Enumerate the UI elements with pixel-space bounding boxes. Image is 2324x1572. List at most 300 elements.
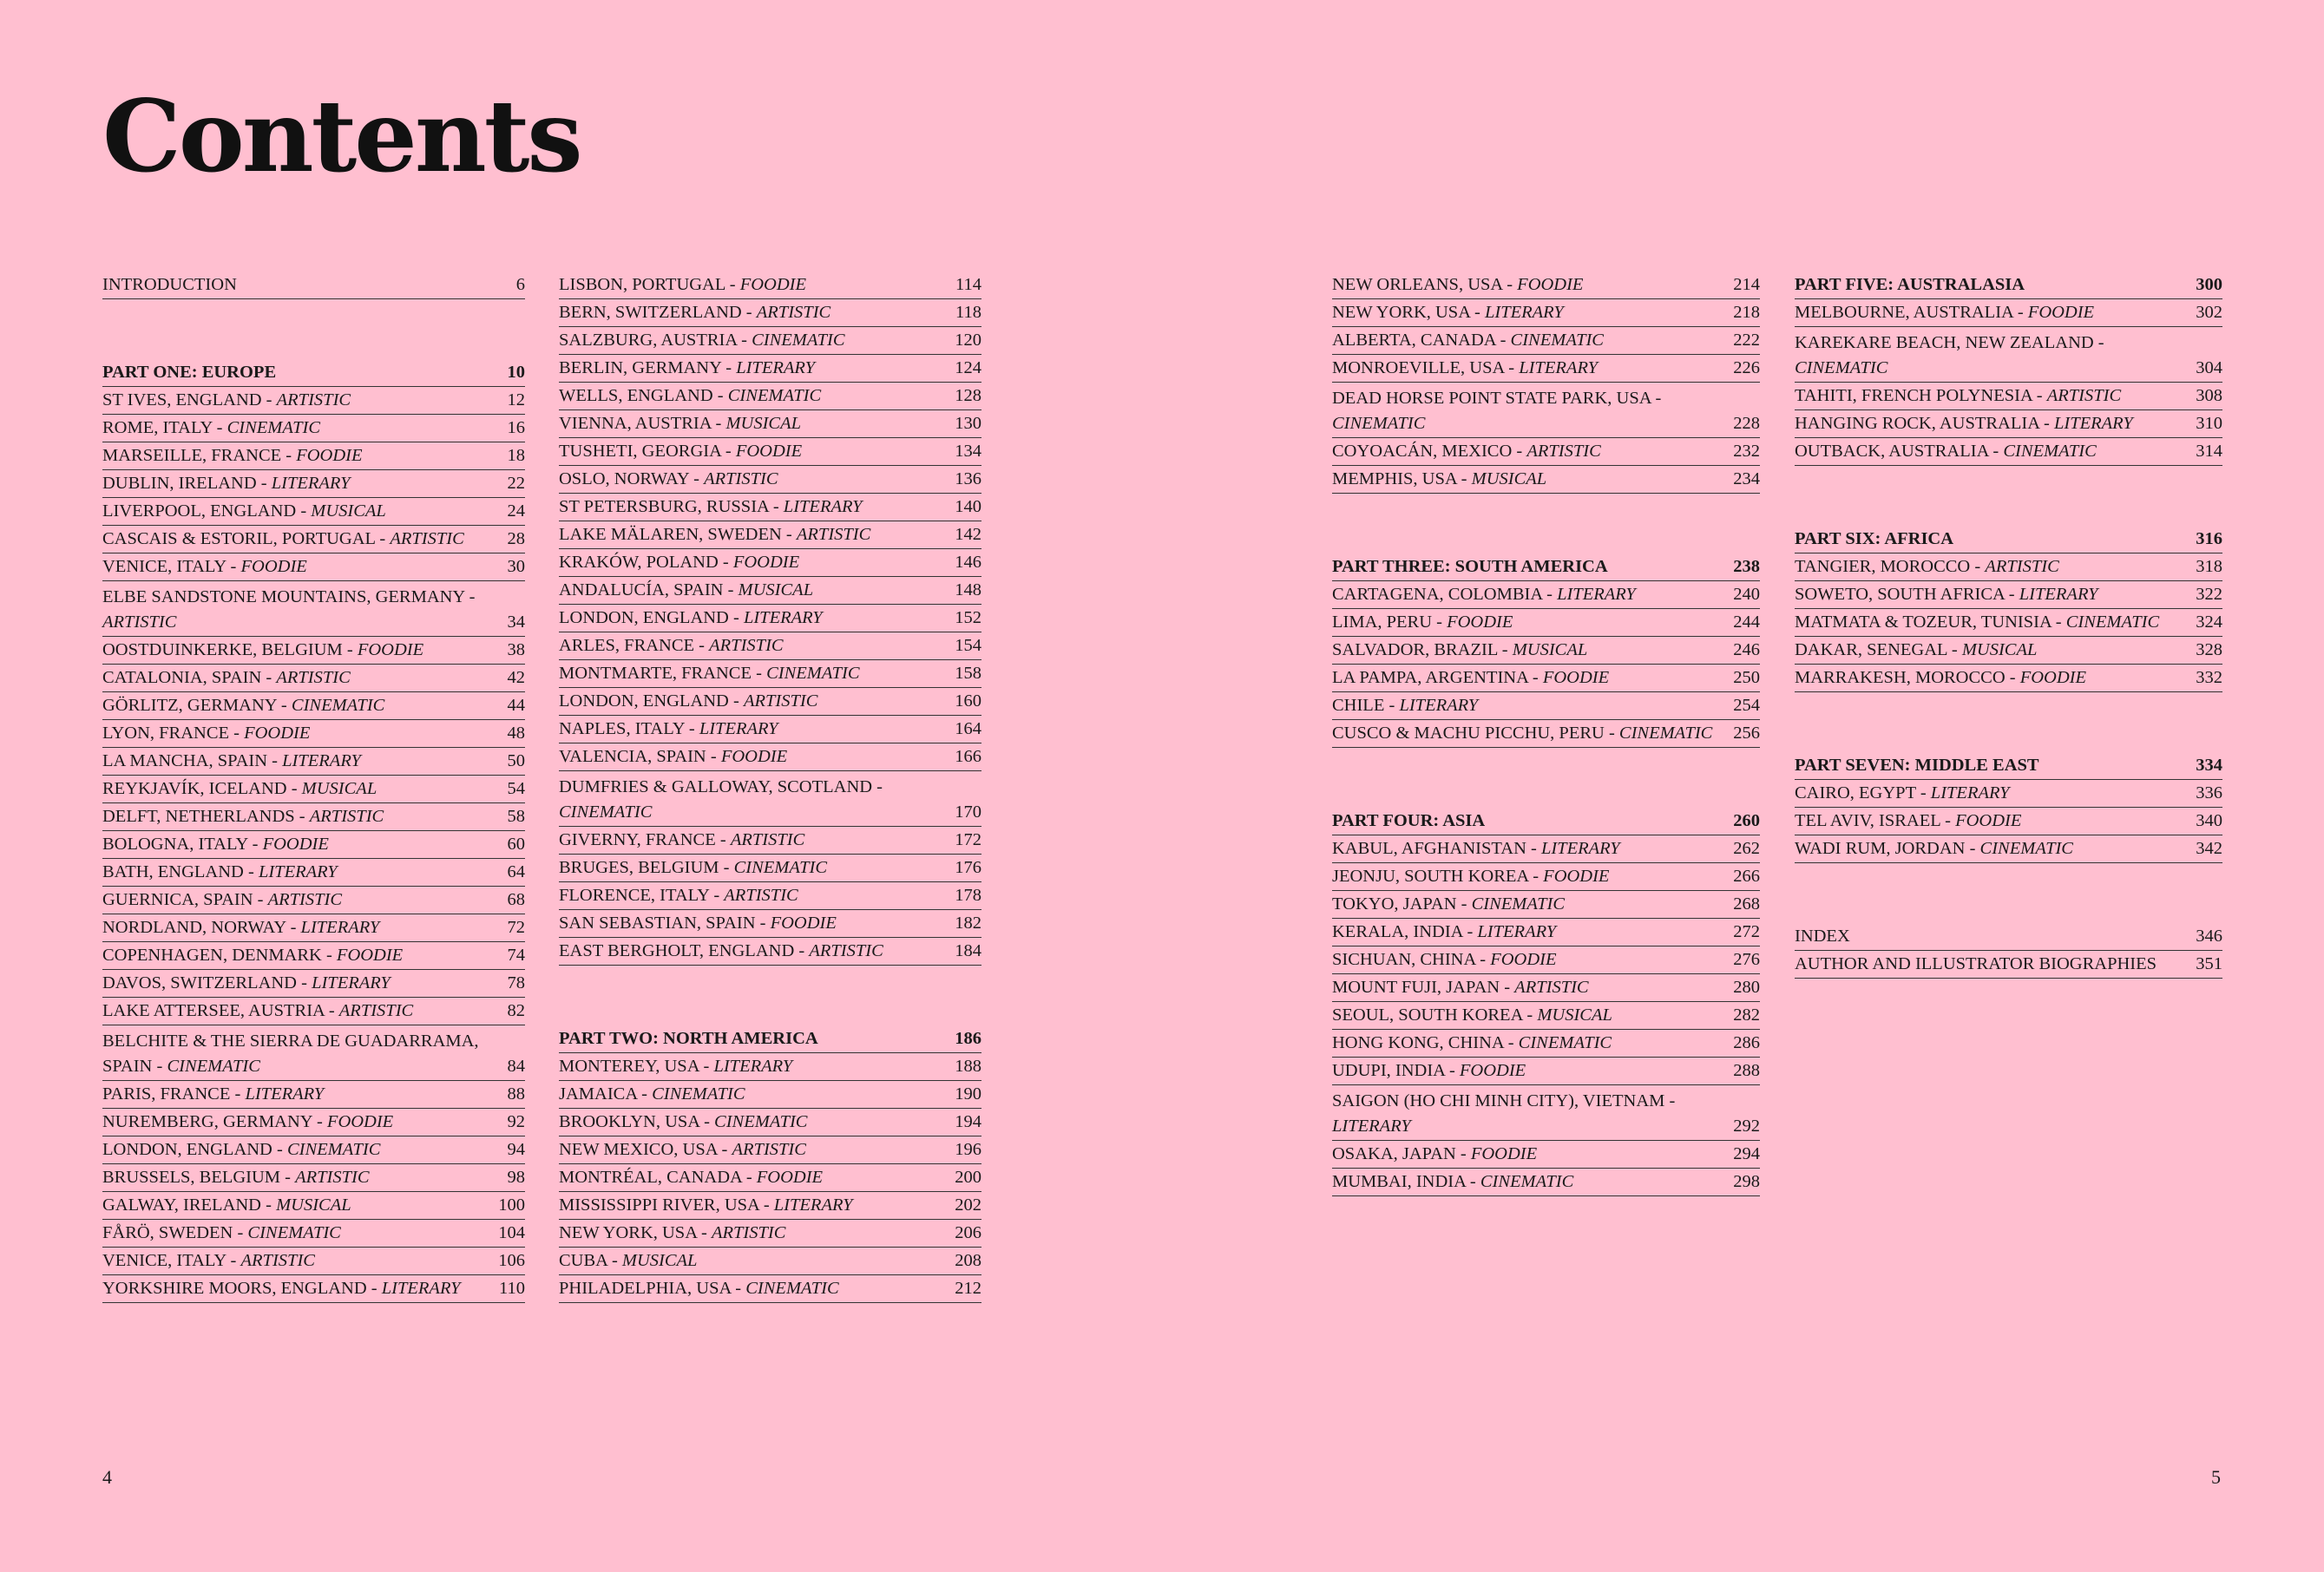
part-heading-row (1332, 553, 1760, 581)
toc-entry-genre: ARTISTIC (102, 612, 177, 632)
toc-entry-place: GIVERNY, FRANCE - (559, 830, 731, 849)
toc-entry-place: LONDON, ENGLAND - (559, 608, 744, 627)
toc-entry-place: TANGIER, MOROCCO - (1795, 557, 1986, 576)
toc-entry-place: BRUGES, BELGIUM - (559, 858, 734, 877)
toc-entry-title (1332, 1142, 1733, 1167)
toc-entry-title (1795, 610, 2196, 635)
toc-entry (559, 355, 981, 383)
toc-entry-place: NORDLAND, NORWAY - (102, 918, 301, 937)
toc-entry-place: ST PETERSBURG, RUSSIA - (559, 497, 784, 516)
toc-entry-title (102, 1165, 508, 1190)
toc-entry (1795, 438, 2222, 466)
toc-entry-title (559, 828, 955, 853)
toc-entry-genre: LITERARY (1930, 783, 2010, 802)
toc-entry (559, 1275, 981, 1303)
toc-entry-place: REYKJAVÍK, ICELAND - (102, 779, 302, 798)
toc-entry (559, 716, 981, 743)
toc-entry-genre: FOODIE (1955, 811, 2022, 830)
toc-entry (559, 327, 981, 355)
toc-entry-genre: CINEMATIC (1510, 331, 1604, 350)
toc-entry (559, 827, 981, 855)
toc-entry-place: BATH, ENGLAND - (102, 862, 259, 881)
toc-entry-place: KERALA, INDIA - (1332, 922, 1478, 941)
toc-entry-place: MOUNT FUJI, JAPAN - (1332, 978, 1515, 997)
toc-page-number: 298 (1733, 1172, 1760, 1191)
toc-page-number: 28 (507, 529, 525, 548)
toc-entry-place: AUTHOR AND ILLUSTRATOR BIOGRAPHIES (1795, 954, 2157, 973)
toc-entry (102, 748, 525, 776)
section-spacer (559, 966, 981, 1025)
toc-entry-title (1332, 1169, 1733, 1195)
toc-entry-genre: ARTISTIC (730, 830, 805, 849)
toc-entry-place: HONG KONG, CHINA - (1332, 1033, 1519, 1052)
toc-entry (559, 660, 981, 688)
toc-entry-genre: LITERARY (2053, 414, 2133, 433)
toc-entry-place: NEW MEXICO, USA - (559, 1140, 732, 1159)
toc-entry-place: VIENNA, AUSTRIA - (559, 414, 726, 433)
toc-entry (1332, 383, 1760, 438)
toc-entry-title (559, 744, 955, 770)
toc-entry-place: ST IVES, ENGLAND - (102, 390, 277, 409)
toc-entry-place: PART SEVEN: MIDDLE EAST (1795, 756, 2039, 775)
toc-entry-place: PART FOUR: ASIA (1332, 811, 1486, 830)
toc-page-number: 124 (955, 358, 981, 377)
toc-entry-title (102, 443, 508, 468)
toc-entry-genre: FOODIE (1447, 612, 1513, 632)
toc-entry-place: OOSTDUINKERKE, BELGIUM - (102, 640, 358, 659)
toc-entry-place: EAST BERGHOLT, ENGLAND - (559, 941, 810, 960)
toc-entry (1332, 1169, 1760, 1196)
toc-entry (1795, 637, 2222, 665)
toc-page-number: 54 (507, 779, 525, 798)
toc-entry (102, 637, 525, 665)
part-heading-row (1795, 752, 2222, 780)
toc-entry (102, 665, 525, 692)
toc-page-number: 286 (1733, 1033, 1760, 1052)
toc-entry-place: CAIRO, EGYPT - (1795, 783, 1931, 802)
toc-entry-title (1332, 920, 1733, 945)
toc-entry-genre: FOODIE (1459, 1061, 1526, 1080)
toc-entry-genre: LITERARY (312, 973, 391, 992)
toc-entry-place: INTRODUCTION (102, 275, 237, 294)
toc-page-number: 208 (955, 1251, 981, 1270)
toc-entry-title (559, 661, 955, 686)
toc-entry (102, 914, 525, 942)
toc-entry (559, 771, 981, 827)
toc-page-number: 16 (507, 418, 525, 437)
toc-entry-genre: LITERARY (783, 497, 863, 516)
toc-entry-title (559, 300, 955, 325)
toc-entry (1332, 327, 1760, 355)
toc-entry (102, 720, 525, 748)
page-title: Contents (102, 78, 581, 194)
toc-page-number: 104 (498, 1223, 525, 1242)
toc-entry-genre: LITERARY (713, 1057, 793, 1076)
toc-entry-place: BROOKLYN, USA - (559, 1112, 715, 1131)
toc-entry (559, 383, 981, 410)
section-spacer (1795, 692, 2222, 752)
toc-entry-genre: FOODIE (357, 640, 424, 659)
toc-entry-genre: FOODIE (756, 1168, 824, 1187)
toc-entry-place: YORKSHIRE MOORS, ENGLAND - (102, 1279, 382, 1298)
part-heading-title (1332, 554, 1733, 580)
toc-entry-place: MISSISSIPPI RIVER, USA - (559, 1195, 774, 1215)
toc-page-number: 222 (1733, 331, 1760, 350)
toc-page-number: 272 (1733, 922, 1760, 941)
toc-entry-title (559, 439, 955, 464)
toc-entry (102, 803, 525, 831)
toc-entry-title (1332, 721, 1733, 746)
toc-page-number: 12 (507, 390, 525, 409)
toc-page-number: 136 (955, 469, 981, 488)
toc-entry-genre: CINEMATIC (559, 802, 653, 822)
toc-page-number: 164 (955, 719, 981, 738)
toc-page-number: 154 (955, 636, 981, 655)
toc-entry (1332, 919, 1760, 946)
toc-page-number: 146 (955, 553, 981, 572)
toc-entry (1332, 1030, 1760, 1058)
toc-page-number: 340 (2196, 811, 2222, 830)
toc-entry-place: ELBE SANDSTONE MOUNTAINS, GERMANY - (102, 587, 476, 606)
toc-entry-place: UDUPI, INDIA - (1332, 1061, 1460, 1080)
toc-entry-place: SAN SEBASTIAN, SPAIN - (559, 914, 771, 933)
toc-page-number: 152 (955, 608, 981, 627)
toc-entry-place: BELCHITE & THE SIERRA DE GUADARRAMA, SPAIN - (102, 1032, 479, 1076)
toc-page-number: 106 (498, 1251, 525, 1270)
toc-entry-title (559, 578, 955, 603)
toc-entry (102, 442, 525, 470)
toc-entry (1332, 637, 1760, 665)
toc-entry-title (102, 1248, 498, 1274)
toc-entry-place: OSLO, NORWAY - (559, 469, 705, 488)
toc-entry-place: COPENHAGEN, DENMARK - (102, 946, 337, 965)
toc-entry-place: TEL AVIV, ISRAEL - (1795, 811, 1956, 830)
toc-entry-genre: CINEMATIC (1795, 358, 1888, 377)
toc-page-number: 212 (955, 1279, 981, 1298)
toc-entry-place: HANGING ROCK, AUSTRALIA - (1795, 414, 2054, 433)
toc-entry-title (1332, 439, 1733, 464)
toc-entry-place: PART ONE: EUROPE (102, 363, 277, 382)
toc-entry-genre: CINEMATIC (714, 1112, 808, 1131)
toc-entry (559, 605, 981, 632)
toc-page-number: 232 (1733, 442, 1760, 461)
toc-entry-title (559, 633, 955, 658)
toc-entry-genre: CINEMATIC (1480, 1172, 1574, 1191)
toc-page-number: 22 (507, 474, 525, 493)
toc-entry-place: WADI RUM, JORDAN - (1795, 839, 1980, 858)
toc-entry-title (559, 1110, 955, 1135)
toc-entry-place: GUERNICA, SPAIN - (102, 890, 268, 909)
toc-entry-genre: FOODIE (1542, 668, 1610, 687)
toc-entry (102, 581, 525, 637)
toc-entry-genre: MUSICAL (621, 1251, 698, 1270)
toc-entry (559, 855, 981, 882)
toc-entry-place: ANDALUCÍA, SPAIN - (559, 580, 739, 599)
toc-page-number: 318 (2196, 557, 2222, 576)
toc-entry-place: CARTAGENA, COLOMBIA - (1332, 585, 1558, 604)
toc-entry (559, 521, 981, 549)
toc-entry (559, 577, 981, 605)
toc-entry-title (559, 522, 955, 547)
toc-entry-title (1795, 582, 2196, 607)
toc-entry-genre: FOODIE (2019, 668, 2087, 687)
toc-page-number: 114 (955, 275, 981, 294)
toc-entry-title (102, 971, 508, 996)
toc-entry (559, 1136, 981, 1164)
toc-entry-title (1332, 864, 1733, 889)
toc-page-number: 34 (507, 612, 525, 632)
toc-entry (559, 910, 981, 938)
toc-page-number: 88 (507, 1084, 525, 1104)
toc-entry-genre: ARTISTIC (1526, 442, 1601, 461)
toc-entry-place: ARLES, FRANCE - (559, 636, 710, 655)
toc-entry-title (559, 1165, 955, 1190)
toc-entry-title (1795, 781, 2196, 806)
toc-entry-genre: CINEMATIC (2065, 612, 2160, 632)
toc-entry-place: LA PAMPA, ARGENTINA - (1332, 668, 1543, 687)
toc-entry-genre: FOODIE (2027, 303, 2095, 322)
toc-entry (102, 831, 525, 859)
toc-entry (102, 942, 525, 970)
toc-entry (102, 1081, 525, 1109)
toc-entry-title (559, 383, 955, 409)
toc-entry-place: CASCAIS & ESTORIL, PORTUGAL - (102, 529, 391, 548)
toc-entry-place: SOWETO, SOUTH AFRICA - (1795, 585, 2019, 604)
part-heading-title (559, 1026, 955, 1051)
toc-entry (1795, 383, 2222, 410)
toc-entry-place: OUTBACK, AUSTRALIA - (1795, 442, 2004, 461)
toc-entry-title (1332, 467, 1733, 492)
toc-entry-title (102, 749, 508, 774)
toc-entry-title (1332, 610, 1733, 635)
toc-entry-title (102, 499, 508, 524)
part-heading-row (559, 1025, 981, 1053)
toc-entry-genre: CINEMATIC (652, 1084, 745, 1104)
toc-entry-title (102, 527, 508, 552)
toc-entry-genre: LITERARY (1540, 839, 1620, 858)
toc-entry-title (1332, 638, 1733, 663)
toc-entry (1332, 665, 1760, 692)
toc-entry-place: SAIGON (HO CHI MINH CITY), VIETNAM - (1332, 1091, 1676, 1110)
toc-entry-place: PARIS, FRANCE - (102, 1084, 246, 1104)
toc-entry-genre: FOODIE (336, 946, 404, 965)
toc-entry-genre: CINEMATIC (286, 1140, 381, 1159)
toc-entry-genre: MUSICAL (1537, 1005, 1612, 1025)
toc-entry-title (1332, 1058, 1733, 1084)
toc-entry-genre: FOODIE (770, 914, 837, 933)
toc-entry-place: LAKE MÄLAREN, SWEDEN - (559, 525, 797, 544)
toc-entry-genre: MUSICAL (276, 1195, 351, 1215)
toc-entry-title (1795, 924, 2196, 949)
toc-page-number: 188 (955, 1057, 981, 1076)
toc-entry (1332, 692, 1760, 720)
toc-page-number: 268 (1733, 894, 1760, 914)
contents-column-1 (102, 272, 525, 1303)
section-spacer (1332, 494, 1760, 553)
toc-entry-title (1795, 411, 2196, 436)
toc-entry-place: FLORENCE, ITALY - (559, 886, 725, 905)
toc-entry (102, 1248, 525, 1275)
toc-entry-title (102, 776, 508, 802)
toc-entry-place: VENICE, ITALY - (102, 557, 241, 576)
toc-entry (1332, 609, 1760, 637)
toc-entry-title (559, 939, 955, 964)
toc-page-number: 48 (507, 724, 525, 743)
toc-page-number: 134 (955, 442, 981, 461)
toc-entry-title (102, 721, 508, 746)
toc-entry (1795, 609, 2222, 637)
toc-page-number: 238 (1733, 557, 1760, 576)
toc-page-number: 200 (955, 1168, 981, 1187)
toc-entry-title (1795, 554, 2196, 580)
part-heading-row (1795, 272, 2222, 299)
toc-entry-title (1332, 356, 1733, 381)
toc-entry-title (1795, 300, 2196, 325)
toc-entry-genre: FOODIE (296, 446, 363, 465)
toc-entry-title (102, 1082, 508, 1107)
toc-page-number: 202 (955, 1195, 981, 1215)
toc-entry-place: MELBOURNE, AUSTRALIA - (1795, 303, 2028, 322)
toc-page-number: 42 (507, 668, 525, 687)
toc-page-number: 178 (955, 886, 981, 905)
toc-entry-genre: FOODIE (1470, 1144, 1538, 1163)
toc-entry-place: BERN, SWITZERLAND - (559, 303, 757, 322)
toc-entry-title (559, 1082, 955, 1107)
toc-entry-genre: ARTISTIC (1985, 557, 2059, 576)
toc-page-number: 176 (955, 858, 981, 877)
toc-entry (1332, 299, 1760, 327)
toc-page-number: 266 (1733, 867, 1760, 886)
toc-page-number: 196 (955, 1140, 981, 1159)
toc-entry (559, 1053, 981, 1081)
toc-page-number: 246 (1733, 640, 1760, 659)
section-spacer (102, 299, 525, 359)
toc-entry-title (559, 550, 955, 575)
toc-entry-title (102, 1110, 508, 1135)
toc-entry-genre: ARTISTIC (724, 886, 798, 905)
toc-entry-genre: LITERARY (1399, 696, 1479, 715)
toc-entry-title (1795, 809, 2196, 834)
toc-page-number: 336 (2196, 783, 2222, 802)
toc-entry-title (1332, 328, 1733, 353)
toc-page-number: 158 (955, 664, 981, 683)
toc-entry-genre: FOODIE (1490, 950, 1557, 969)
toc-entry-place: DUMFRIES & GALLOWAY, SCOTLAND - (559, 777, 883, 796)
toc-page-number: 262 (1733, 839, 1760, 858)
part-heading-row (1332, 808, 1760, 835)
toc-entry-title (1795, 836, 2196, 861)
toc-page-number: 44 (507, 696, 525, 715)
toc-page-number: 6 (515, 275, 525, 294)
toc-entry (559, 688, 981, 716)
toc-entry-genre: LITERARY (1557, 585, 1636, 604)
toc-entry-title (102, 693, 508, 718)
toc-page-number: 324 (2196, 612, 2222, 632)
toc-entry-place: FÅRÖ, SWEDEN - (102, 1223, 248, 1242)
toc-page-number: 314 (2196, 442, 2222, 461)
toc-page-number: 328 (2196, 640, 2222, 659)
toc-entry-genre: MUSICAL (725, 414, 802, 433)
part-heading-row (1795, 526, 2222, 553)
toc-entry-place: GALWAY, IRELAND - (102, 1195, 277, 1215)
toc-entry-title (102, 272, 516, 298)
toc-entry-title (559, 606, 955, 631)
toc-entry-title (1332, 975, 1733, 1000)
toc-entry (559, 938, 981, 966)
toc-page-number: 228 (1733, 414, 1760, 433)
page-number-left: 4 (102, 1466, 112, 1488)
toc-entry (102, 415, 525, 442)
toc-entry-place: LIVERPOOL, ENGLAND - (102, 501, 312, 521)
toc-entry (1332, 974, 1760, 1002)
toc-entry-genre: ARTISTIC (267, 890, 343, 909)
toc-entry (102, 1025, 525, 1081)
toc-entry (1332, 863, 1760, 891)
toc-entry-genre: MUSICAL (1471, 469, 1547, 488)
toc-entry-place: LAKE ATTERSEE, AUSTRIA - (102, 1001, 339, 1020)
toc-page-number: 100 (498, 1195, 525, 1215)
toc-entry-title (102, 860, 508, 885)
toc-page-number: 244 (1733, 612, 1760, 632)
toc-page-number: 190 (955, 1084, 981, 1104)
toc-page-number: 182 (955, 914, 981, 933)
toc-entry-place: LONDON, ENGLAND - (559, 691, 744, 711)
toc-entry (102, 1192, 525, 1220)
toc-entry (559, 632, 981, 660)
toc-entry-genre: MUSICAL (1961, 640, 2038, 659)
toc-entry-genre: CINEMATIC (727, 386, 822, 405)
toc-entry-title (559, 1221, 955, 1246)
toc-entry-place: BERLIN, GERMANY - (559, 358, 737, 377)
toc-page-number: 254 (1733, 696, 1760, 715)
toc-page-number: 60 (507, 835, 525, 854)
toc-entry (559, 1192, 981, 1220)
toc-entry-title (102, 638, 508, 663)
toc-entry-title (1795, 331, 2196, 381)
toc-entry (1795, 553, 2222, 581)
toc-entry-place: CUSCO & MACHU PICCHU, PERU - (1332, 724, 1619, 743)
toc-entry-genre: CINEMATIC (1979, 839, 2073, 858)
toc-entry-place: WELLS, ENGLAND - (559, 386, 728, 405)
toc-entry-place: LONDON, ENGLAND - (102, 1140, 287, 1159)
toc-entry-genre: CINEMATIC (167, 1057, 260, 1076)
toc-entry-title (1332, 1089, 1733, 1139)
toc-entry-genre: ARTISTIC (1514, 978, 1589, 997)
toc-entry-place: CHILE - (1332, 696, 1400, 715)
toc-page-number: 250 (1733, 668, 1760, 687)
toc-page-number: 186 (955, 1029, 981, 1048)
toc-page-number: 304 (2196, 358, 2222, 377)
toc-entry-place: MONTMARTE, FRANCE - (559, 664, 767, 683)
toc-entry-place: MUMBAI, INDIA - (1332, 1172, 1480, 1191)
section-spacer (1332, 748, 1760, 808)
toc-entry-genre: MUSICAL (301, 779, 377, 798)
toc-entry (559, 466, 981, 494)
toc-entry-title (102, 1029, 508, 1079)
toc-entry-genre: CINEMATIC (1618, 724, 1713, 743)
toc-entry-genre: FOODIE (732, 553, 800, 572)
toc-entry-place: TAHITI, FRENCH POLYNESIA - (1795, 386, 2047, 405)
toc-entry (1795, 835, 2222, 863)
toc-entry (559, 882, 981, 910)
toc-entry (559, 549, 981, 577)
toc-page-number: 78 (507, 973, 525, 992)
toc-entry (102, 470, 525, 498)
toc-entry-place: SEOUL, SOUTH KOREA - (1332, 1005, 1538, 1025)
toc-entry-place: DAKAR, SENEGAL - (1795, 640, 1962, 659)
toc-page-number: 218 (1733, 303, 1760, 322)
toc-entry-title (559, 1137, 955, 1163)
